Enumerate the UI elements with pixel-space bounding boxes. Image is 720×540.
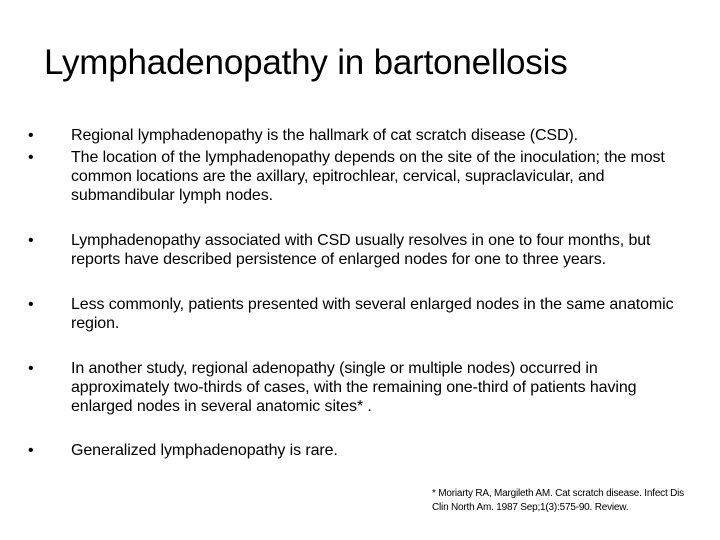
bullet-text: Generalized lymphadenopathy is rare.: [71, 442, 338, 459]
bullet-item: [28, 148, 688, 205]
bullet-icon: •: [28, 149, 34, 166]
bullet-list: [28, 126, 688, 460]
bullet-item: [28, 126, 688, 145]
bullet-item: [28, 231, 688, 269]
bullet-icon: •: [28, 296, 34, 313]
bullet-text: Lymphadenopathy associated with CSD usually resolves in one to four months, but reports have described persistence of enlarged nodes for one to three years.: [71, 232, 651, 268]
bullet-text: The location of the lymphadenopathy depends on the site of the inoculation; the most common locations are the axillary, epitrochlear, cervical, supraclavicular, and submandibular lymph nodes.: [71, 149, 665, 204]
bullet-item: [28, 359, 688, 416]
bullet-text: Less commonly, patients presented with several enlarged nodes in the same anatomic region.: [71, 296, 674, 332]
slide-title: Lymphadenopathy in bartonellosis: [44, 43, 568, 82]
bullet-item: [28, 441, 411, 460]
bullet-icon: •: [28, 232, 34, 249]
bullet-icon: •: [28, 127, 34, 144]
bullet-icon: •: [28, 360, 34, 377]
bullet-icon: •: [28, 442, 34, 459]
bullet-text: In another study, regional adenopathy (single or multiple nodes) occurred in approximately two-thirds of cases, with the remaining one-third of patients having enlarged nodes in several anatomic sites* .: [71, 360, 637, 415]
bullet-item: [28, 295, 688, 333]
citation-footnote: * Moriarty RA, Margileth AM. Cat scratch disease. Infect Dis Clin North Am. 1987 Sep;1(3):575-90. Review.: [432, 488, 684, 513]
bullet-text: Regional lymphadenopathy is the hallmark of cat scratch disease (CSD).: [71, 127, 579, 144]
